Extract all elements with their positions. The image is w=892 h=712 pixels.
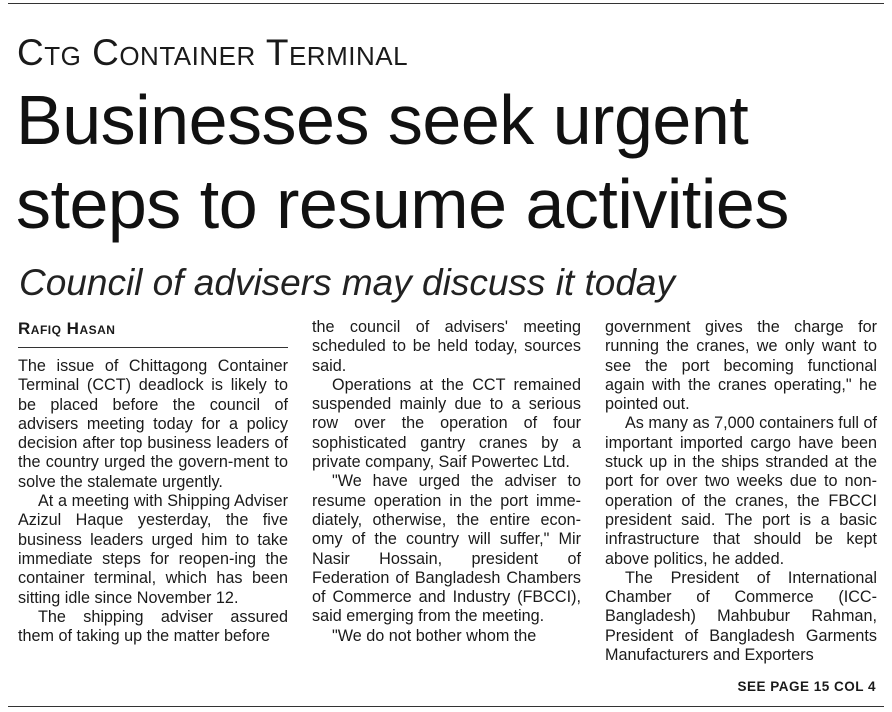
- paragraph: The issue of Chittagong Container Terminal (CCT) deadlock is likely to be placed before the council of advisers meeting today for a policy decision after top business leaders of the country urged the govern-ment to solve the stalemate urgently.: [18, 357, 288, 491]
- article-column-3: [605, 318, 877, 665]
- paragraph: "We have urged the adviser to resume operation in the port imme-diately, otherwise, the entire econ-omy of the country will suffer," Mir Nasir Hossain, president of Federation of Bangladesh Chambers of Commerce and Industry (FBCCI), said emerging from the meeting.: [312, 472, 581, 626]
- paragraph: Operations at the CCT remained suspended mainly due to a serious row over the operation of four sophisticated gantry cranes by a private company, Saif Powertec Ltd.: [312, 375, 581, 472]
- kicker: Ctg Container Terminal: [17, 32, 409, 73]
- paragraph: "We do not bother whom the: [332, 626, 537, 645]
- continuation-jump: SEE PAGE 15 COL 4: [737, 679, 876, 694]
- bottom-rule: [8, 706, 884, 707]
- headline: Businesses seek urgent steps to resume activities: [16, 81, 789, 243]
- paragraph: As many as 7,000 containers full of important imported cargo have been stuck up in the ships stranded at the port for over two weeks due to non-operation of the cranes, the FBCCI president said. The port is a basic infrastructure that should be kept above politics, he added.: [605, 414, 877, 568]
- article-column-1: [18, 357, 288, 646]
- byline-rule: [18, 347, 288, 348]
- top-rule: [8, 3, 884, 4]
- paragraph: government gives the charge for running the cranes, we only want to see the port becoming functional again with the cranes operating," he pointed out.: [605, 318, 877, 414]
- byline: Rafiq Hasan: [18, 319, 116, 338]
- paragraph: The President of International Chamber of Commerce (ICC-Bangladesh) Mahbubur Rahman, President of Bangladesh Garments Manufacturers and Exporters: [605, 568, 877, 665]
- paragraph: At a meeting with Shipping Adviser Azizul Haque yesterday, the five business leaders urged him to take immediate steps for reopen-ing the container terminal, which has been sitting idle since November 12.: [18, 492, 288, 607]
- paragraph: The shipping adviser assured them of taking up the matter before: [18, 607, 288, 646]
- article-column-2: [312, 318, 581, 646]
- paragraph: the council of advisers' meeting scheduled to be held today, sources said.: [312, 318, 581, 375]
- deck-subheadline: Council of advisers may discuss it today: [19, 262, 675, 303]
